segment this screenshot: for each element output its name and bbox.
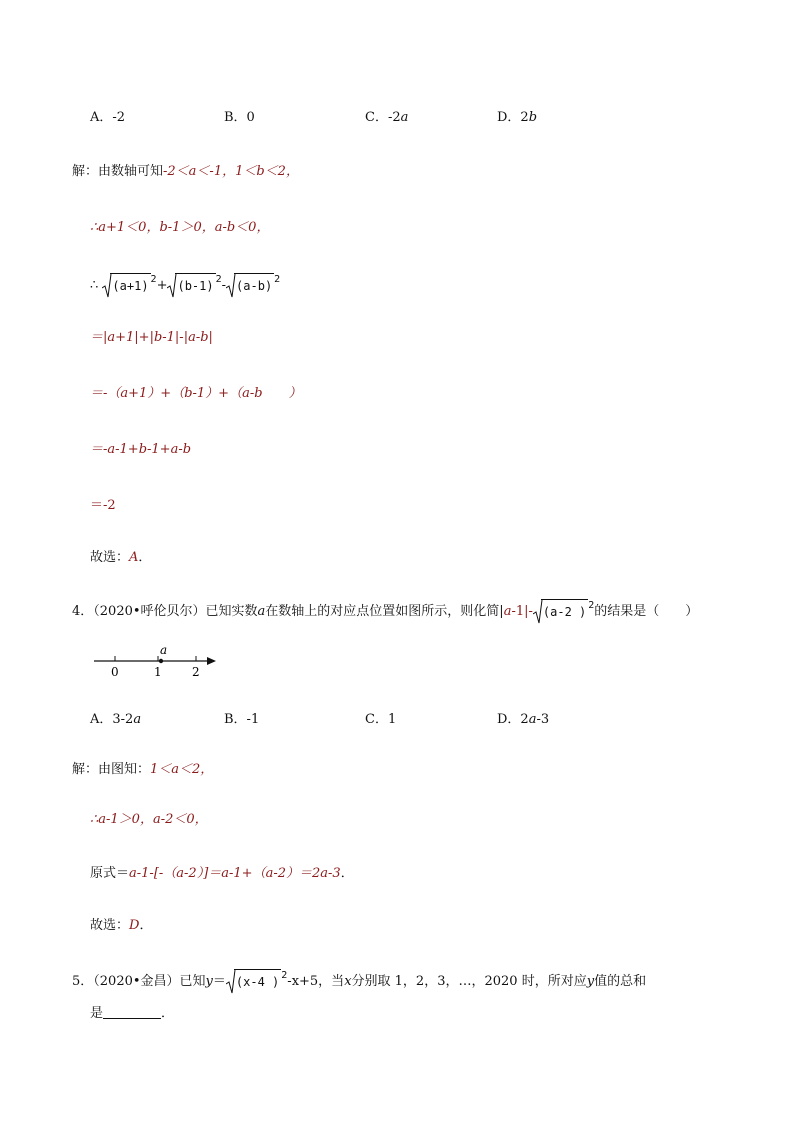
q4-option-a: A．3-2a [90,712,142,727]
q4-option-b: B．-1 [224,712,260,727]
question-4-stem: 4．（2020•呼伦贝尔）已知实数a在数轴上的对应点位置如图所示，则化简|a-1|- (a-2 ) $^2$的结果是（ ） [72,596,698,625]
solution-line-6: ＝-a-1+b-1+a-b [90,442,192,457]
sqrt-q4: (a-2 ) [533,599,588,625]
sqrt-2: (b-1) [167,273,215,299]
q4-solution-line-1: 解：由图知：1＜a＜2， [72,762,214,777]
tick-1: 1 [154,665,162,679]
option-d: D．2b [497,110,538,125]
point-a-label: a [160,643,168,657]
solution-line-4: ＝|a+1|+|b-1|-|a-b| [90,330,213,345]
q4-solution-line-3: 原式＝a-1-[-（a-2）]＝a-1+（a-2）＝2a-3． [90,866,354,881]
sqrt-3: (a-b) [226,273,274,299]
solution-line-7: ＝-2 [90,498,116,513]
solution-line-1: 解：由数轴可知-2＜a＜-1，1＜b＜2， [72,164,299,179]
tick-2: 2 [192,665,200,679]
option-c: C．-2a [365,110,409,125]
number-line [90,640,230,684]
question-5-stem: 5．（2020•金昌）已知y＝ (x-4 ) $^2$-x+5，当x分别取 1，2，3，…，2020 时，所对应y值的总和 [72,966,646,995]
solution-answer: 故选：A． [90,550,152,565]
q4-solution-answer: 故选：D． [90,918,153,933]
option-a: A．-2 [90,110,126,125]
solution-line-2: ∴a+1＜0，b-1＞0，a-b＜0， [90,220,270,235]
solution-line-3: ∴ (a+1) $^2$+ (b-1) $^2$- (a-b) $^2$ [90,270,280,299]
sqrt-q5: (x-4 ) [226,969,281,995]
q4-option-c: C．1 [365,712,397,727]
question-5-stem-cont: 是 ． [90,1006,175,1021]
point-a [159,659,163,663]
tick-0: 0 [111,665,119,679]
sqrt-1: (a+1) [102,273,150,299]
q4-option-d: D．2a-3 [497,712,550,727]
answer-blank[interactable] [103,1004,161,1019]
q4-solution-line-2: ∴a-1＞0，a-2＜0， [90,812,208,827]
option-b: B．0 [224,110,255,125]
solution-line-5: ＝-（a+1）+（b-1）+（a-b ） [90,386,302,401]
